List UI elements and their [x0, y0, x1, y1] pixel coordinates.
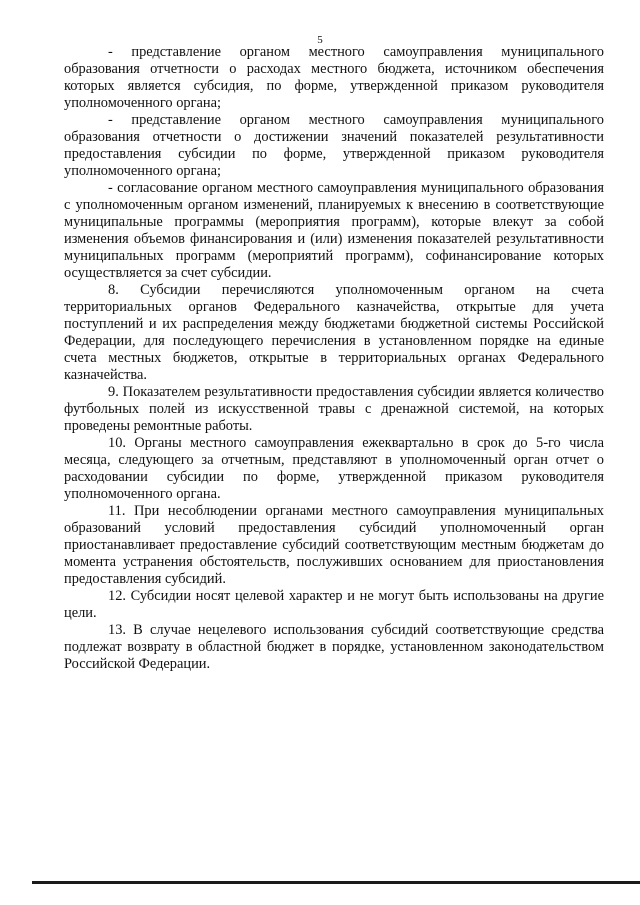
page-number: 5 — [317, 34, 323, 46]
paragraph-13-return: 13. В случае нецелевого использования субсидий соответствующие средства подлежат возврату в областной бюджет в порядке, установленном законодательством Российской Федерации. — [64, 622, 604, 672]
paragraph-8-transfer: 8. Субсидии перечисляются уполномоченным органом на счета территориальных органов Федерального казначейства, открытые для учета поступлений и их распределения между бюджетами бюджетной системы Российской Федерации, для последующего перечисления в установленном порядке на единые счета местных бюджетов, открытые в территориальных органах Федерального казначейства. — [64, 282, 604, 383]
paragraph-11-suspension: 11. При несоблюдении органами местного самоуправления муниципальных образований условий предоставления субсидий уполномоченный орган приостанавливает предоставление субсидий соответствующим местным бюджетам до момента устранения обстоятельств, послуживших основанием для приостановления предоставления субсидий. — [64, 503, 604, 587]
paragraph-12-purpose: 12. Субсидии носят целевой характер и не могут быть использованы на другие цели. — [64, 588, 604, 621]
paragraph-reporting-indicators: - представление органом местного самоуправления муниципального образования отчетности о достижении значений показателей результативности предоставления субсидии по форме, утвержденной приказом руководителя уполномоченного органа; — [64, 112, 604, 179]
paragraph-reporting-expenses: - представление органом местного самоуправления муниципального образования отчетности о расходах местного бюджета, источником обеспечения которых является субсидия, по форме, утвержденной приказом руководителя уполномоченного органа; — [64, 44, 604, 111]
document-body — [64, 44, 604, 673]
paragraph-10-quarterly-report: 10. Органы местного самоуправления ежеквартально в срок до 5-го числа месяца, следующего за отчетным, представляют в уполномоченный орган отчет о расходовании субсидии по форме, утвержденной приказом руководителя уполномоченного органа. — [64, 435, 604, 502]
bottom-scan-border — [32, 881, 640, 884]
paragraph-program-changes: - согласование органом местного самоуправления муниципального образования с уполномоченным органом изменений, планируемых к внесению в соответствующие муниципальные программы (мероприятия программ), которые влекут за собой изменения объемов финансирования и (или) изменения показателей результативности муниципальных программ (мероприятий программ), софинансирование которых осуществляется за счет субсидии. — [64, 180, 604, 281]
paragraph-9-indicator: 9. Показателем результативности предоставления субсидии является количество футбольных полей из искусственной травы с дренажной системой, на которых проведены ремонтные работы. — [64, 384, 604, 434]
